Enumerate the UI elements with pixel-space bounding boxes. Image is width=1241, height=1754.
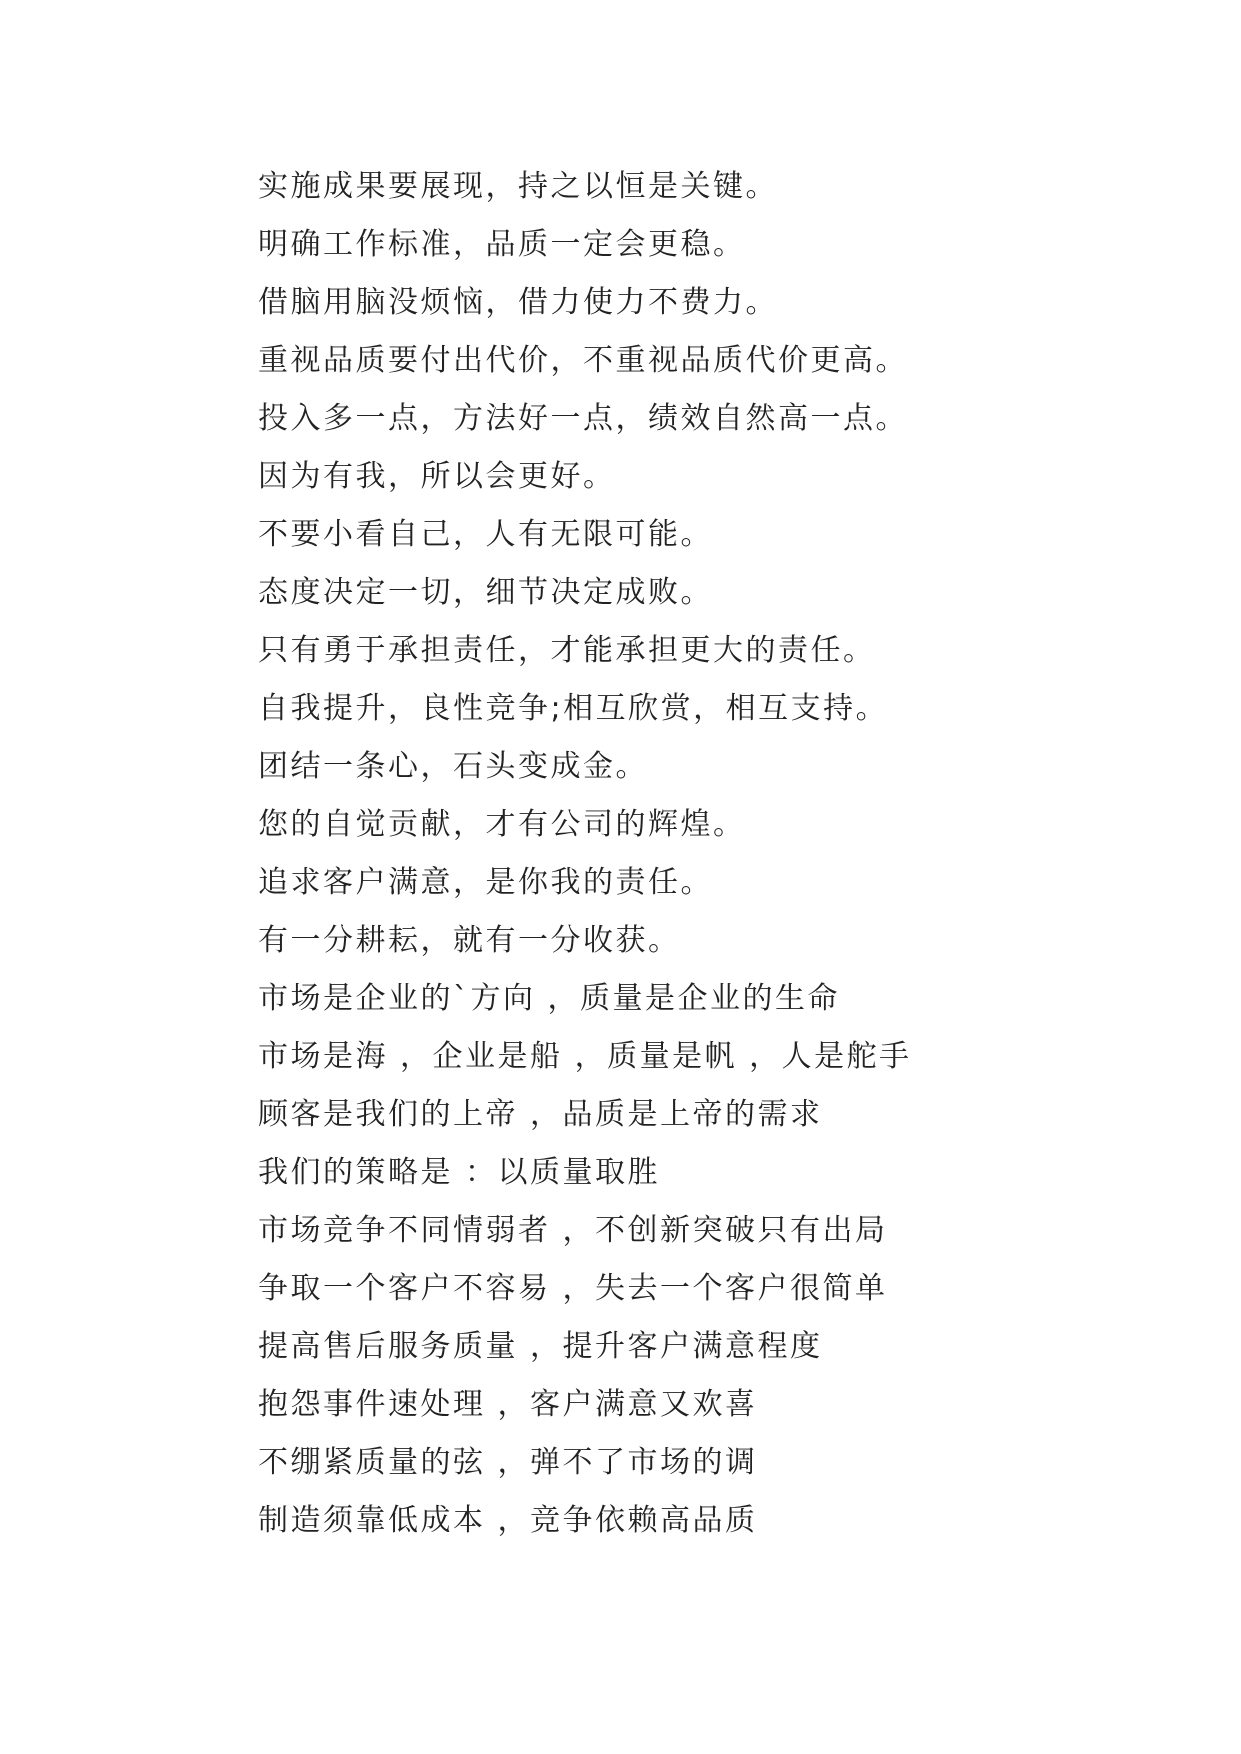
text-line: 我们的策略是 ：以质量取胜 xyxy=(258,1155,661,1190)
text-line: 重视品质要付出代价，不重视品质代价更高。 xyxy=(258,343,908,378)
text-line: 明确工作标准，品质一定会更稳。 xyxy=(258,227,746,262)
text-line: 投入多一点，方法好一点，绩效自然高一点。 xyxy=(258,401,908,436)
text-line: 有一分耕耘，就有一分收获。 xyxy=(258,923,681,958)
text-line: 借脑用脑没烦恼，借力使力不费力。 xyxy=(258,285,778,320)
text-line: 团结一条心，石头变成金。 xyxy=(258,749,648,784)
text-line: 顾客是我们的上帝 ，品质是上帝的需求 xyxy=(258,1097,823,1132)
text-line: 追求客户满意，是你我的责任。 xyxy=(258,865,713,900)
text-line: 您的自觉贡献，才有公司的辉煌。 xyxy=(258,807,746,842)
text-line: 市场竞争不同情弱者 ，不创新突破只有出局 xyxy=(258,1213,888,1248)
text-line: 市场是海 ，企业是船 ，质量是帆 ，人是舵手 xyxy=(258,1039,912,1074)
text-line: 争取一个客户不容易 ，失去一个客户很简单 xyxy=(258,1271,888,1306)
text-line: 只有勇于承担责任，才能承担更大的责任。 xyxy=(258,633,876,668)
text-line: 不要小看自己，人有无限可能。 xyxy=(258,517,713,552)
text-line: 抱怨事件速处理 ，客户满意又欢喜 xyxy=(258,1387,758,1422)
text-line: 态度决定一切，细节决定成败。 xyxy=(258,575,713,610)
text-line: 实施成果要展现，持之以恒是关键。 xyxy=(258,169,778,204)
text-line: 提高售后服务质量 ，提升客户满意程度 xyxy=(258,1329,823,1364)
text-line: 市场是企业的`方向 ，质量是企业的生命 xyxy=(258,981,841,1016)
document-body xyxy=(258,158,1158,1550)
text-line: 不绷紧质量的弦 ，弹不了市场的调 xyxy=(258,1445,758,1480)
text-line: 因为有我，所以会更好。 xyxy=(258,459,616,494)
text-line: 自我提升，良性竞争;相互欣赏，相互支持。 xyxy=(258,691,889,726)
text-line: 制造须靠低成本 ，竞争依赖高品质 xyxy=(258,1503,758,1538)
